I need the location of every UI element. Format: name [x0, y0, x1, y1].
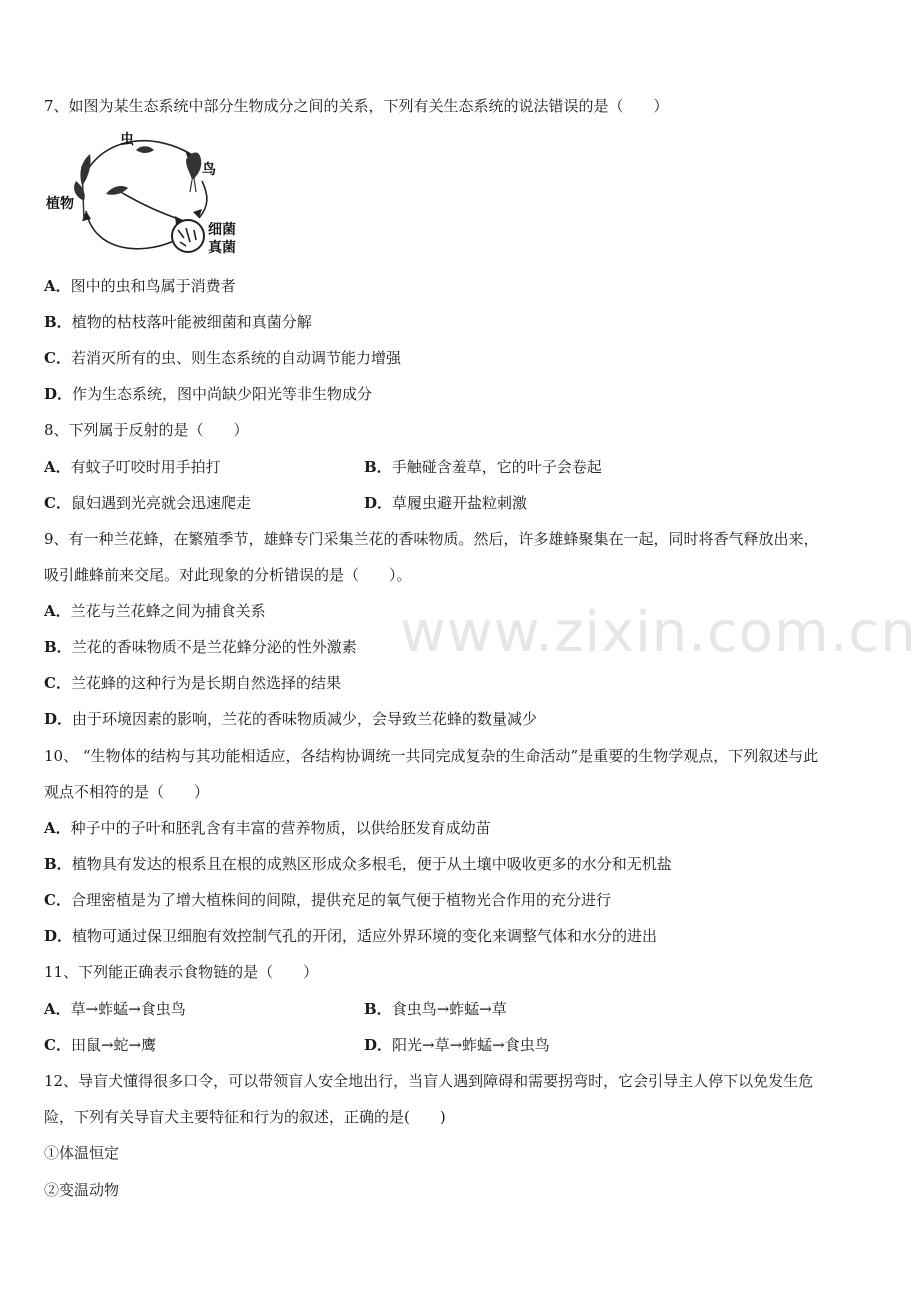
q11-option-b: B．食虫鸟→蚱蜢→草: [364, 1000, 507, 1018]
q12-stem-line2: 险，下列有关导盲犬主要特征和行为的叙述，正确的是( ): [44, 1108, 446, 1126]
q11-option-a: A．草→蚱蜢→食虫鸟: [44, 1000, 186, 1018]
q8-stem: 8、下列属于反射的是（ ）: [44, 421, 249, 439]
q10-option-b: B．植物具有发达的根系且在根的成熟区形成众多根毛，便于从土壤中吸收更多的水分和无机盐: [44, 855, 672, 873]
q11-option-d: D．阳光→草→蚱蜢→食虫鸟: [364, 1036, 550, 1054]
label-bird: 鸟: [202, 162, 216, 178]
q8-option-c: C．鼠妇遇到光亮就会迅速爬走: [44, 494, 251, 512]
q11-option-c: C．田鼠→蛇→鹰: [44, 1036, 157, 1054]
q9-stem-line2: 吸引雌蜂前来交尾。对此现象的分析错误的是（ ）。: [44, 566, 412, 584]
q12-stem-line1: 12、导盲犬懂得很多口令，可以带领盲人安全地出行，当盲人遇到障碍和需要拐弯时，它会引导主人停下以免发生危: [44, 1072, 814, 1090]
q8-options-row1: [44, 457, 844, 477]
ecosystem-diagram: [44, 126, 258, 260]
label-fungi: 真菌: [208, 240, 236, 256]
q11-options-row2: [44, 1035, 844, 1055]
q9-option-d: D．由于环境因素的影响，兰花的香味物质减少，会导致兰花蜂的数量减少: [44, 710, 538, 728]
q8-option-d: D．草履虫避开盐粒刺激: [364, 494, 528, 512]
q10-stem-line2: 观点不相符的是（ ）: [44, 783, 210, 801]
q11-stem: 11、下列能正确表示食物链的是（ ）: [44, 963, 319, 981]
q9-option-c: C．兰花蜂的这种行为是长期自然选择的结果: [44, 674, 341, 692]
q7-option-c: C．若消灭所有的虫、则生态系统的自动调节能力增强: [44, 349, 401, 367]
q10-stem-line1: 10、 “生物体的结构与其功能相适应，各结构协调统一共同完成复杂的生命活动”是重要的生物学观点，下列叙述与此: [44, 747, 819, 765]
q12-item-1: ①体温恒定: [44, 1144, 120, 1162]
q9-option-a: A．兰花与兰花蜂之间为捕食关系: [44, 602, 266, 620]
q8-option-b: B．手触碰含羞草，它的叶子会卷起: [364, 458, 602, 476]
q9-stem-line1: 9、有一种兰花蜂，在繁殖季节，雄蜂专门采集兰花的香味物质。然后，许多雄蜂聚集在一起，同时将香气释放出来，: [44, 530, 819, 548]
q7-option-a: A．图中的虫和鸟属于消费者: [44, 277, 236, 295]
q7-option-b: B．植物的枯枝落叶能被细菌和真菌分解: [44, 313, 312, 331]
q10-option-c: C．合理密植是为了增大植株间的间隙，提供充足的氧气便于植物光合作用的充分进行: [44, 891, 611, 909]
q8-options-row2: [44, 493, 844, 513]
q10-option-d: D．植物可通过保卫细胞有效控制气孔的开闭，适应外界环境的变化来调整气体和水分的进出: [44, 927, 658, 945]
q9-option-b: B．兰花的香味物质不是兰花蜂分泌的性外激素: [44, 638, 357, 656]
q11-options-row1: [44, 999, 844, 1019]
label-plant: 植物: [46, 196, 74, 212]
q7-option-d: D．作为生态系统，图中尚缺少阳光等非生物成分: [44, 385, 373, 403]
q10-option-a: A．种子中的子叶和胚乳含有丰富的营养物质，以供给胚发育成幼苗: [44, 819, 491, 837]
label-bacteria: 细菌: [208, 222, 236, 238]
watermark: www.zixin.com.cn: [400, 600, 917, 665]
q7-stem: 7、如图为某生态系统中部分生物成分之间的关系，下列有关生态系统的说法错误的是（ ）: [44, 97, 669, 115]
label-insect: 虫: [120, 132, 134, 148]
q8-option-a: A．有蚊子叮咬时用手拍打: [44, 458, 221, 476]
q12-item-2: ②变温动物: [44, 1181, 120, 1199]
